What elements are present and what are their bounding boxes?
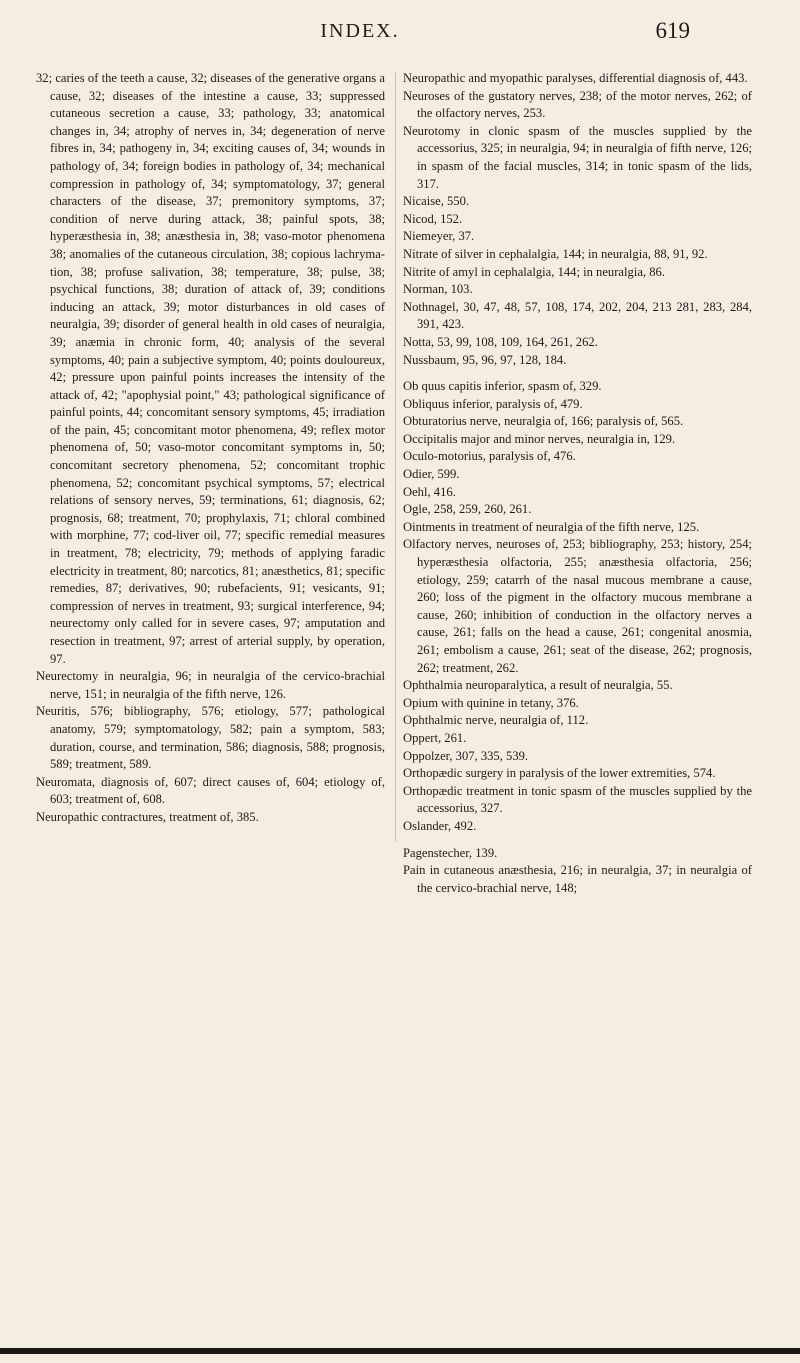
index-entry: Occipitalis major and minor nerves, neuralgia in, 129. [403,431,676,446]
page-header [40,18,690,48]
left-column [36,70,385,897]
page-title: INDEX. [320,20,400,42]
index-entry: Orthopædic surgery in paralysis of the lower extremities, 574. [403,766,716,781]
index-entry: Neuropathic and myopathic paralyses, differential diagnosis of, 443. [403,71,748,85]
index-entry: Nothnagel, 30, 47, 48, 57, 108, 174, 202, 204, 213 281, 283, 284, 391, 423. [403,299,752,332]
index-entry: Nicaise, 550. [403,194,470,209]
index-entry: Obliquus inferior, paralysis of, 479. [403,396,583,411]
index-entry: Ob quus capitis inferior, spasm of, 329. [403,379,602,394]
index-entry-neuralgia-continued: 32; caries of the teeth a cause, 32; diseases of the generative organs a cause, 32; diseases of the intestine a cause, 33; suppressed cutaneous secretion a cause, 33; pathology, 33; anatomical changes in, 34; atrophy of nerves in, 34; degeneration of nerve fibres in, 34; pathogeny in, 34; exciting causes of, 34; wounds in pathology of, 34; foreign bodies in pathology of, 34; mechanical compression in pathology of, 34; symptomatology, 37; general characters of the disease, 37; premonitory symptoms, 37; condition of nerve during attack, 38; painful spots, 38; hyperæsthesia in, 38; anæsthesia in, 38; vaso-motor phenomena 38; anomalies of the cutaneous circulation, 38; copious lachryma-tion, 38; profuse salivation, 38; temperature, 38; pulse, 38; psychical functions, 38; duration of attack of, 39; conditions inducing an attack, 39; motor disturbances in old cases of neuralgia, 39; disorder of general health in old cases of neuralgia, 39; anæmia in chronic form, 40; analysis of the several symptoms, 40; pain a subjective symptom, 40; points douloureux, 42; pressure upon painful points increases the intensity of the attack of, 42; "apophysial point," 43; pathological significance of painful points, 44; concomitant sensory symptoms, 45; irradiation of the pain, 45; concomitant motor phenomena, 49; reflex motor phenomena of, 50; vaso-motor concomitant symptoms in, 50; concomitant secretory phenomena, 52; concomitant trophic phenomena, 52; concomitant psychical symptoms, 57; electrical relations of sensory nerves, 59; terminations, 61; diagnosis, 62; prognosis, 68; treatment, 70; prophylaxis, 71; chloral combined with morphine, 77; cod-liver oil, 77; specific remedial measures in treatment, 78; electricity, 79; methods of applying faradic electricity in treatment, 80; narcotics, 81; anæsthetics, 81; specific remedies, 87; derivatives, 90; rubefacients, 91; vesicants, 91; compression of nerves in treatment, 93; surgical interference, 94; neurectomy only called for in severe cases, 97; amputation and resection in treatment, 97; arrest of arterial supply, by operation, 97. [36,71,385,666]
index-entry: Nussbaum, 95, 96, 97, 128, 184. [403,352,567,367]
index-entry-neuropathic-contractures: Neuropathic contractures, treatment of, 385. [36,809,259,824]
index-entry: Norman, 103. [403,282,473,297]
bottom-rule [0,1348,800,1354]
index-entry: Notta, 53, 99, 108, 109, 164, 261, 262. [403,334,598,349]
index-entry: Ophthalmic nerve, neuralgia of, 112. [403,713,589,728]
section-gap [403,836,752,845]
index-entry: Oppert, 261. [403,730,467,745]
index-entry: Odier, 599. [403,467,460,482]
index-entry-olfactory: Olfactory nerves, neuroses of, 253; bibliography, 253; history, 254; hyperæsthesia olfactoria, 255; anæsthesia olfactoria, 256; etiology, 259; catarrh of the nasal mucous membrane a cause, 260; loss of the pigment in the olfactory mucous membrane a cause, 260; inhibition of conduction in the olfactory nerves a cause, 261; falls on the head a cause, 261; congenital anosmia, 261; embolism a cause, 261; seat of the disease, 262; prognosis, 262; treatment, 262. [403,537,752,675]
index-entry: Oehl, 416. [403,484,456,499]
index-entry: Orthopædic treatment in tonic spasm of the muscles supplied by the accessorius, 327. [403,783,752,816]
index-entry: Nitrate of silver in cephalalgia, 144; in neuralgia, 88, 91, 92. [403,246,708,261]
index-entry: Neuroses of the gustatory nerves, 238; of the motor nerves, 262; of the olfactory nerves, 253. [403,88,752,121]
index-entry: Nicod, 152. [403,211,463,226]
index-entry: Ogle, 258, 259, 260, 261. [403,502,532,517]
index-entry: Pagenstecher, 139. [403,845,498,860]
index-columns [36,70,752,897]
right-column [403,70,752,897]
index-entry: Obturatorius nerve, neuralgia of, 166; paralysis of, 565. [403,414,684,429]
index-entry: Ophthalmia neuroparalytica, a result of neuralgia, 55. [403,678,673,693]
index-entry: Oslander, 492. [403,818,477,833]
index-entry: Oculo-motorius, paralysis of, 476. [403,449,576,464]
index-entry: Ointments in treatment of neuralgia of the fifth nerve, 125. [403,519,700,534]
index-entry-neuromata: Neuromata, diagnosis of, 607; direct causes of, 604; etiology of, 603; treatment of, 608. [36,774,385,807]
index-entry: Niemeyer, 37. [403,229,475,244]
page-number: 619 [655,18,690,43]
index-entry: Neurotomy in clonic spasm of the muscles supplied by the accessorius, 325; in neuralgia, 94; in neuralgia of fifth nerve, 126; in spasm of the facial muscles, 314; in tonic spasm of the lids, 317. [403,123,752,191]
index-entry-neuritis: Neuritis, 576; bibliography, 576; etiology, 577; pathological anatomy, 579; symptomatology, 582; pain a symptom, 583; duration, course, and termination, 586; diagnosis, 588; prognosis, 589; treatment, 589. [36,704,385,772]
index-entry: Nitrite of amyl in cephalalgia, 144; in neuralgia, 86. [403,264,665,279]
index-entry: Opium with quinine in tetany, 376. [403,695,579,710]
index-entry: Oppolzer, 307, 335, 539. [403,748,529,763]
index-entry: Pain in cutaneous anæsthesia, 216; in neuralgia, 37; in neuralgia of the cervico-brachial nerve, 148; [403,863,752,895]
section-gap [403,369,752,378]
index-entry-neurectomy: Neurectomy in neuralgia, 96; in neuralgia of the cervico-brachial nerve, 151; in neuralgia of the fifth nerve, 126. [36,669,385,701]
